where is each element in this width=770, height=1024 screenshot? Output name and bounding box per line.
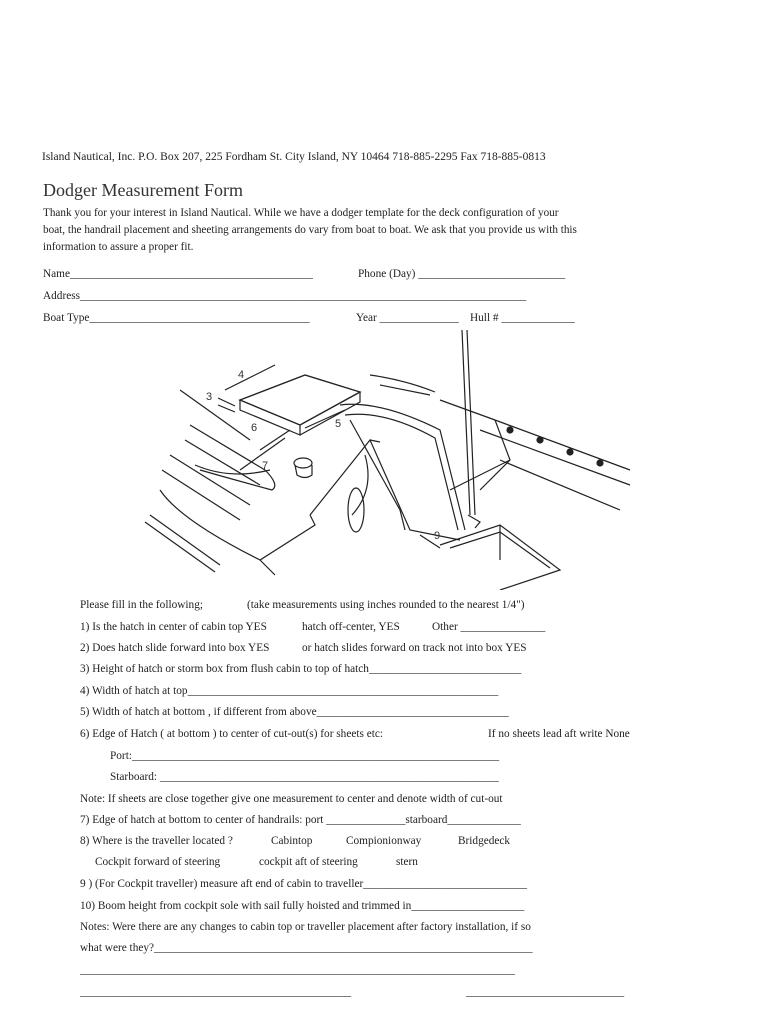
starboard-field[interactable]: Starboard: ____________________________________________________________ [110, 771, 499, 783]
question-6-note: If no sheets lead aft write None [488, 728, 630, 740]
fill-intro: Please fill in the following; [80, 599, 203, 611]
question-2: 2) Does hatch slide forward into box YES [80, 642, 270, 654]
dodger-diagram [140, 330, 640, 590]
blank-line-2[interactable]: ________________________________________________ [80, 986, 352, 998]
option-cabintop[interactable]: Cabintop [271, 835, 313, 847]
year-field[interactable]: Year ______________ [356, 312, 459, 324]
option-cockpit-forward[interactable]: Cockpit forward of steering [95, 856, 221, 868]
label-5: 5 [335, 418, 342, 430]
option-stern[interactable]: stern [396, 856, 418, 868]
page-title: Dodger Measurement Form [43, 180, 243, 200]
label-9: 9 [434, 530, 441, 542]
hull-field[interactable]: Hull # _____________ [470, 312, 575, 324]
question-7[interactable]: 7) Edge of hatch at bottom to center of handrails: port ______________starboard_____________ [80, 814, 521, 826]
option-cockpit-aft[interactable]: cockpit aft of steering [259, 856, 358, 868]
blank-line-3[interactable]: ____________________________ [466, 986, 625, 998]
question-1-other[interactable]: Other _______________ [432, 621, 546, 633]
label-3: 3 [206, 391, 213, 403]
question-4[interactable]: 4) Width of hatch at top_______________________________________________________ [80, 685, 499, 697]
question-6: 6) Edge of Hatch ( at bottom ) to center of cut-out(s) for sheets etc: [80, 728, 384, 740]
question-9[interactable]: 9 ) (For Cockpit traveller) measure aft end of cabin to traveller_____________________________ [80, 878, 528, 890]
boat-type-field[interactable]: Boat Type_______________________________________ [43, 312, 310, 324]
fill-note: (take measurements using inches rounded to the nearest 1/4") [247, 599, 525, 611]
name-field[interactable]: Name___________________________________________ [43, 268, 313, 280]
intro-paragraph: Thank you for your interest in Island Nautical. While we have a dodger template for the deck configuration of your boat, the handrail placement and sheeting arrangements do vary from boat to boat. We ask that you provide us with this information to assure a proper fit. [43, 207, 577, 253]
question-1: 1) Is the hatch in center of cabin top YES [80, 621, 267, 633]
phone-field[interactable]: Phone (Day) __________________________ [358, 268, 566, 280]
question-2-track: or hatch slides forward on track not into box YES [302, 642, 527, 654]
company-header: Island Nautical, Inc. P.O. Box 207, 225 Fordham St. City Island, NY 10464 718-885-2295 Fax 718-885-0813 [42, 151, 546, 163]
question-10[interactable]: 10) Boom height from cockpit sole with sail fully hoisted and trimmed in____________________ [80, 900, 525, 912]
notes-question: Notes: Were there are any changes to cabin top or traveller placement after factory installation, if so [80, 921, 531, 933]
question-1-offcenter: hatch off-center, YES [302, 621, 400, 633]
cutout-note: Note: If sheets are close together give one measurement to center and denote width of cut-out [80, 793, 503, 805]
label-4: 4 [238, 369, 245, 381]
address-field[interactable]: Address_______________________________________________________________________________ [43, 290, 527, 302]
question-8: 8) Where is the traveller located ? [80, 835, 233, 847]
notes-answer-line[interactable]: what were they?___________________________________________________________________ [80, 942, 533, 954]
port-field[interactable]: Port:_________________________________________________________________ [110, 750, 500, 762]
question-5[interactable]: 5) Width of hatch at bottom , if different from above__________________________________ [80, 706, 509, 718]
option-bridgedeck[interactable]: Bridgedeck [458, 835, 511, 847]
label-6: 6 [251, 422, 258, 434]
blank-line-1[interactable]: _____________________________________________________________________________ [80, 964, 515, 976]
question-3[interactable]: 3) Height of hatch or storm box from flush cabin to top of hatch___________________________ [80, 663, 522, 675]
label-7: 7 [262, 460, 269, 472]
option-companionway[interactable]: Compionionway [346, 835, 422, 847]
